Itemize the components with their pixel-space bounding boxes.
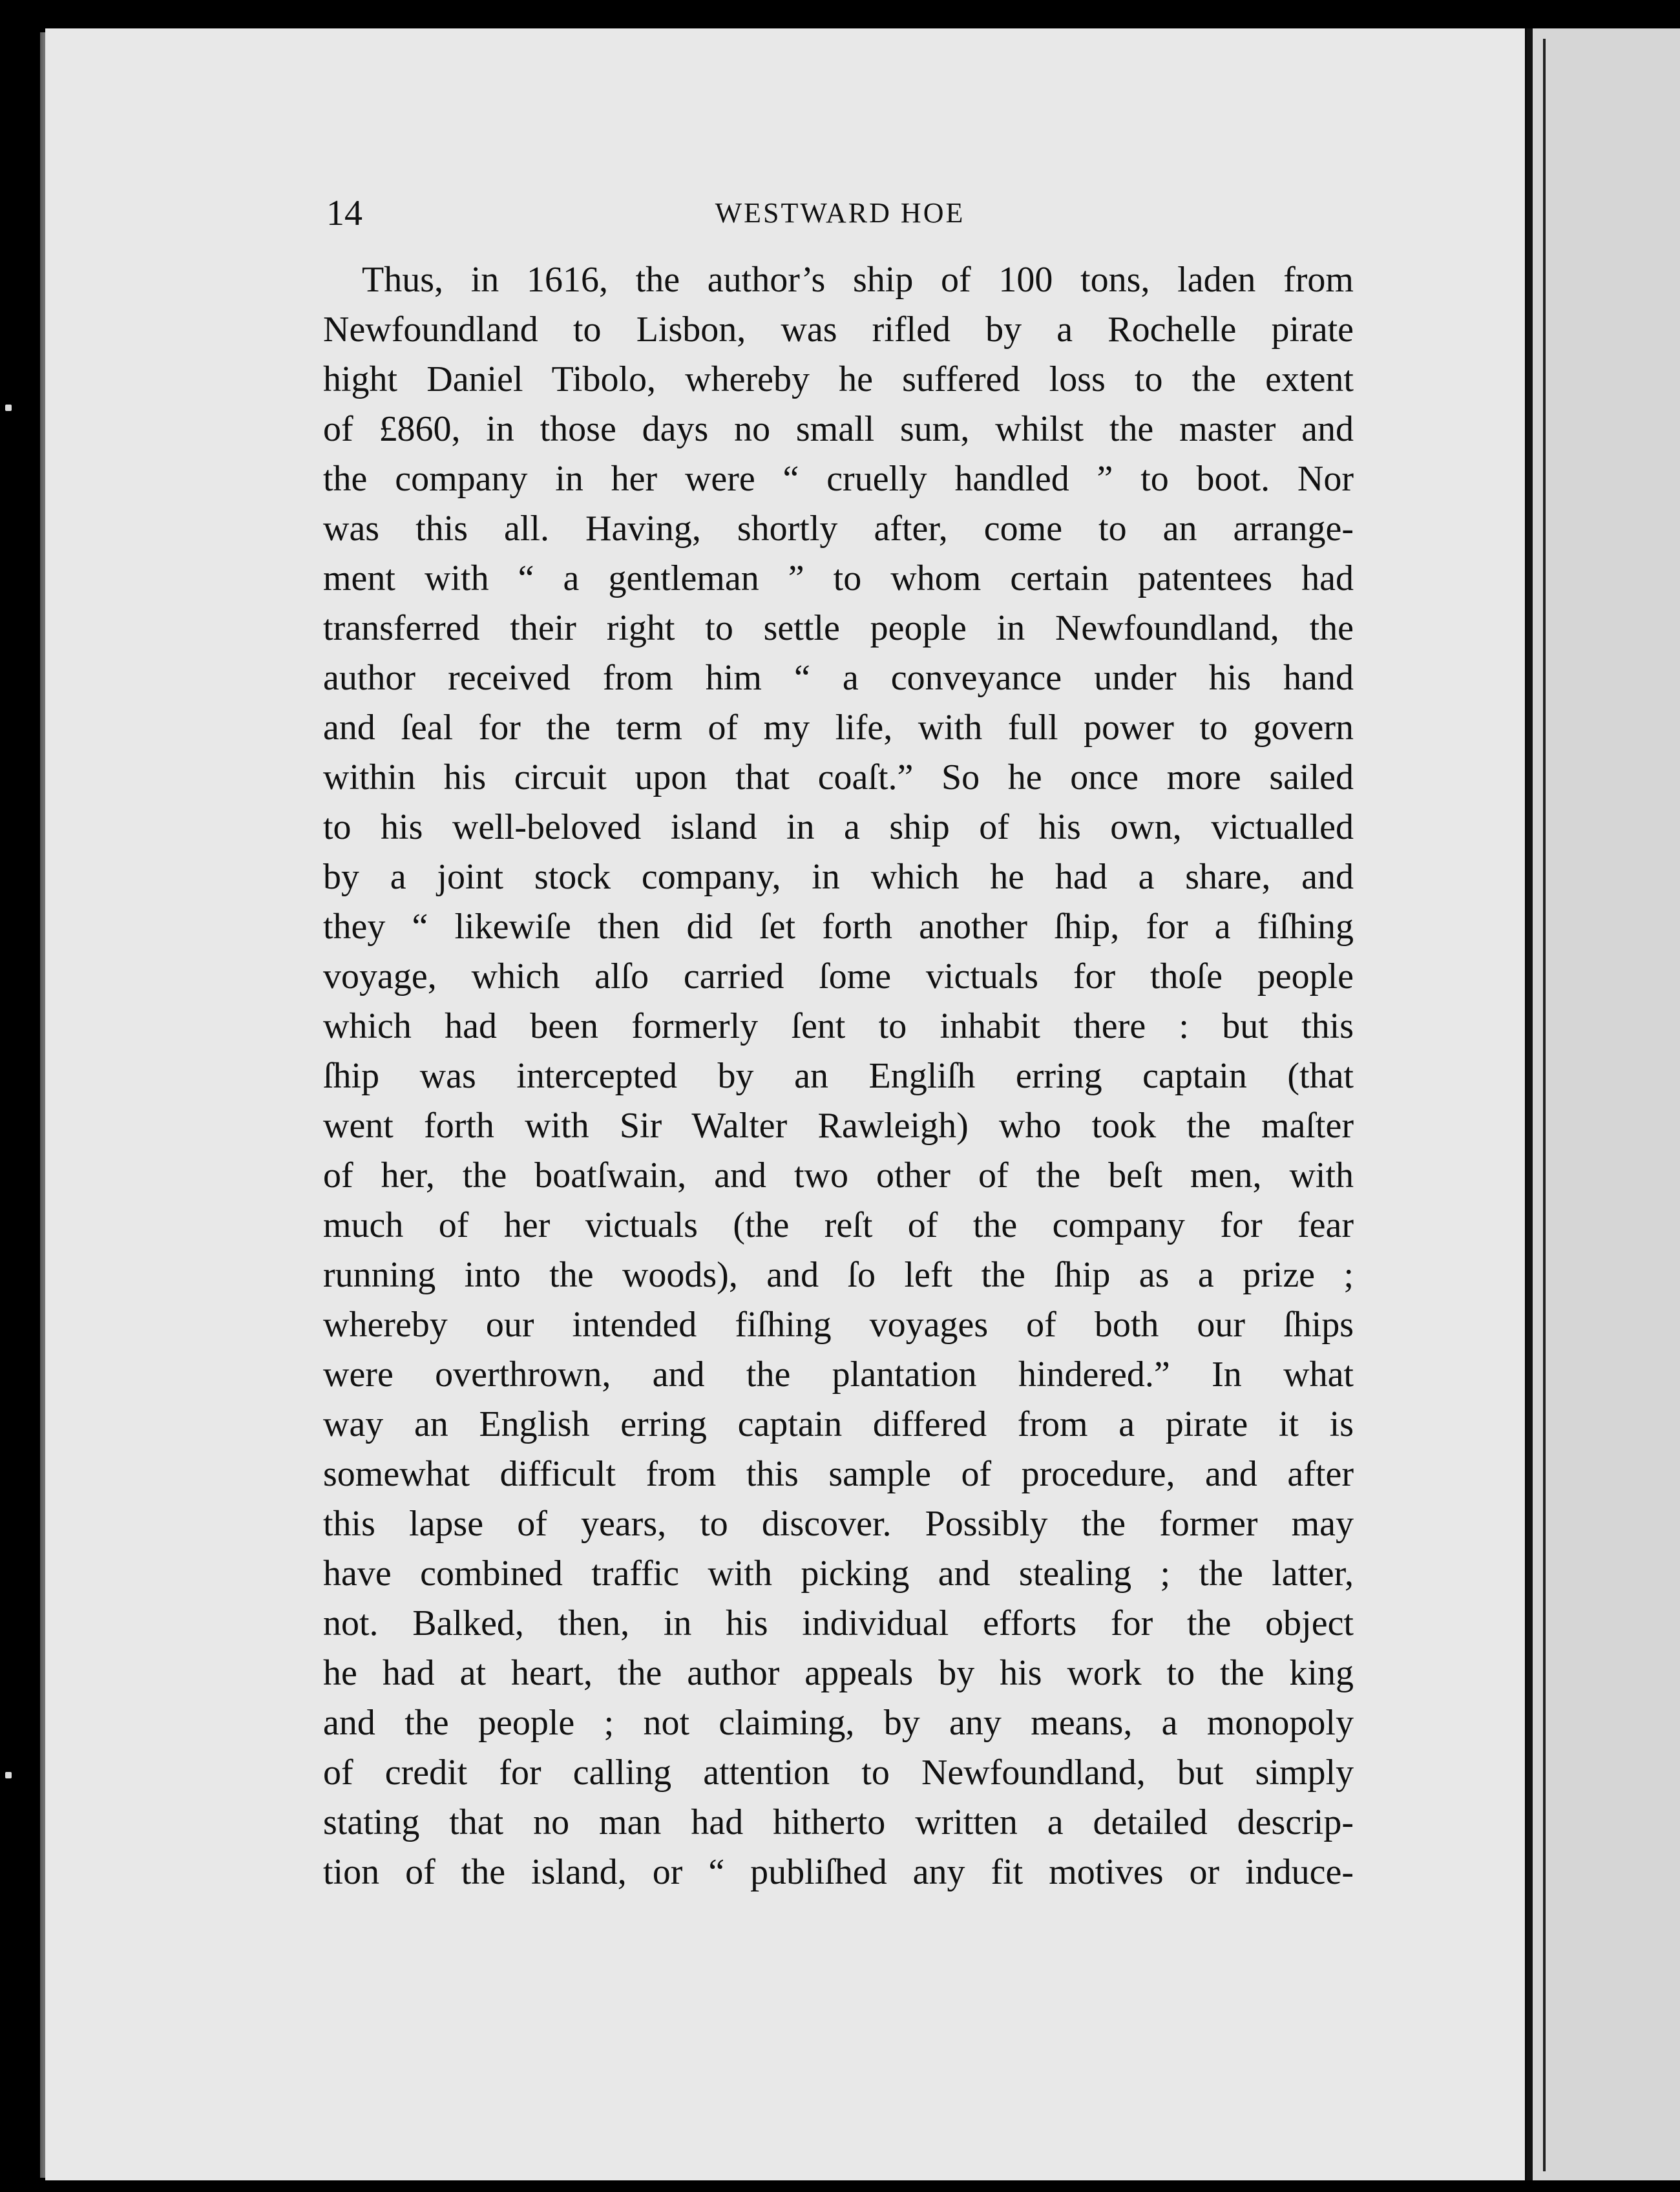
text-line: somewhat difficult from this sample of procedure, and after — [323, 1454, 1354, 1494]
text-line: ment with “ a gentleman ” to whom certain patentees had — [323, 558, 1354, 598]
text-line: running into the woods), and ſo left the ſhip as a prize ; — [323, 1255, 1354, 1295]
text-line: by a joint stock company, in which he had a share, and — [323, 857, 1354, 897]
text-line: tion of the island, or “ publiſhed any fit motives or induce- — [323, 1852, 1354, 1892]
text-line: Newfoundland to Lisbon, was rifled by a Rochelle pirate — [323, 310, 1354, 350]
text-line: this lapse of years, to discover. Possibly the former may — [323, 1504, 1354, 1544]
page-number: 14 — [326, 193, 362, 233]
text-line: were overthrown, and the plantation hindered.” In what — [323, 1354, 1354, 1395]
text-line: within his circuit upon that coaſt.” So he once more sailed — [323, 757, 1354, 797]
text-line: which had been formerly ſent to inhabit there : but this — [323, 1006, 1354, 1046]
body-paragraph — [323, 255, 1354, 1897]
running-head: WESTWARD HOE — [715, 197, 965, 229]
text-line: transferred their right to settle people in Newfoundland, the — [323, 608, 1354, 648]
text-line: of credit for calling attention to Newfoundland, but simply — [323, 1753, 1354, 1793]
facing-page-edge — [1533, 28, 1680, 2180]
text-line: much of her victuals (the reſt of the company for fear — [323, 1205, 1354, 1245]
text-line: voyage, which alſo carried ſome victuals for thoſe people — [323, 956, 1354, 996]
page-header — [326, 187, 1354, 239]
text-line: to his well-beloved island in a ship of his own, victualled — [323, 807, 1354, 847]
text-line: he had at heart, the author appeals by his work to the king — [323, 1653, 1354, 1693]
text-line: was this all. Having, shortly after, come to an arrange- — [323, 509, 1354, 549]
text-line: not. Balked, then, in his individual efforts for the object — [323, 1603, 1354, 1643]
scan-artifact-mark — [5, 405, 12, 411]
text-line: Thus, in 1616, the author’s ship of 100 tons, laden from — [362, 260, 1354, 300]
text-line: and ſeal for the term of my life, with full power to govern — [323, 708, 1354, 748]
text-line: of £860, in those days no small sum, whilst the master and — [323, 409, 1354, 449]
text-line: way an English erring captain differed from a pirate it is — [323, 1404, 1354, 1444]
text-line: have combined traffic with picking and stealing ; the latter, — [323, 1554, 1354, 1594]
scan-artifact-mark — [5, 1772, 12, 1778]
gutter-divider — [1526, 28, 1533, 2180]
text-line: of her, the boatſwain, and two other of the beſt men, with — [323, 1155, 1354, 1196]
text-line: stating that no man had hitherto written a detailed descrip- — [323, 1802, 1354, 1842]
text-line: the company in her were “ cruelly handled ” to boot. Nor — [323, 459, 1354, 499]
text-line: went forth with Sir Walter Rawleigh) who took the maſter — [323, 1106, 1354, 1146]
text-line: whereby our intended fiſhing voyages of both our ſhips — [323, 1305, 1354, 1345]
text-line: author received from him “ a conveyance under his hand — [323, 658, 1354, 698]
text-line: and the people ; not claiming, by any means, a monopoly — [323, 1703, 1354, 1743]
text-line: hight Daniel Tibolo, whereby he suffered loss to the extent — [323, 359, 1354, 399]
facing-page-border — [1543, 39, 1546, 2171]
text-line: ſhip was intercepted by an Engliſh erring captain (that — [323, 1056, 1354, 1096]
text-line: they “ likewiſe then did ſet forth another ſhip, for a fiſhing — [323, 907, 1354, 947]
